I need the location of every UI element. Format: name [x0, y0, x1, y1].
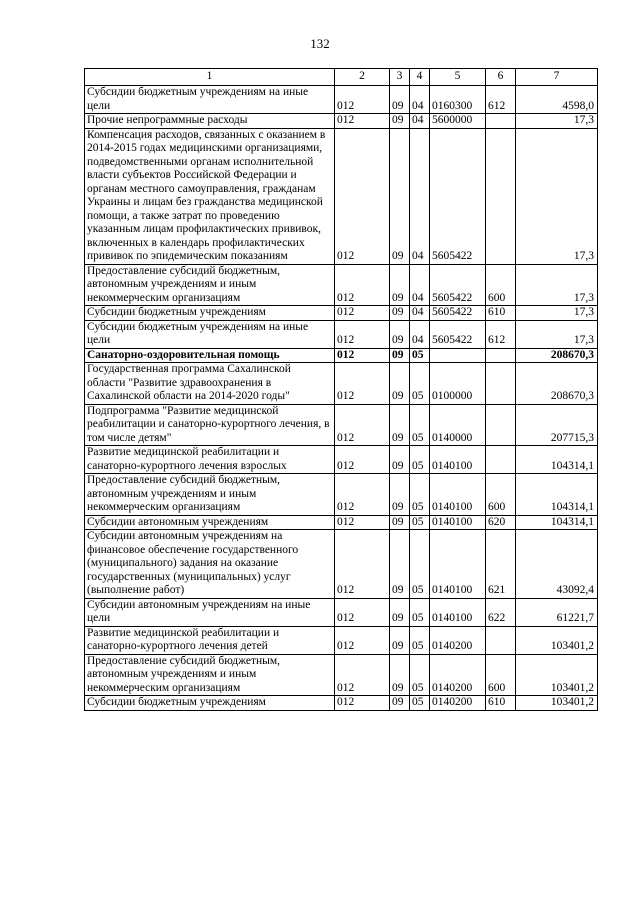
row-amount: 104314,1: [516, 515, 598, 530]
header-cell-7: 7: [516, 69, 598, 86]
table-row: [85, 696, 598, 711]
row-name: Развитие медицинской реабилитации и санаторно-курортного лечения детей: [85, 626, 335, 654]
row-department-code: 012: [335, 404, 390, 446]
row-amount: 207715,3: [516, 404, 598, 446]
header-cell-2: 2: [335, 69, 390, 86]
row-amount: 104314,1: [516, 446, 598, 474]
header-cell-4: 4: [410, 69, 430, 86]
table-row: [85, 306, 598, 321]
row-department-code: 012: [335, 626, 390, 654]
row-target-article: 0140200: [430, 654, 486, 696]
row-amount: 103401,2: [516, 696, 598, 711]
row-department-code: 012: [335, 446, 390, 474]
row-name: Субсидии автономным учреждениям на иные цели: [85, 598, 335, 626]
row-department-code: 012: [335, 696, 390, 711]
row-section: 09: [390, 320, 410, 348]
row-subsection: 04: [410, 86, 430, 114]
row-name: Субсидии бюджетным учреждениям на иные цели: [85, 86, 335, 114]
row-department-code: 012: [335, 363, 390, 405]
row-department-code: 012: [335, 306, 390, 321]
table-row: [85, 404, 598, 446]
row-subsection: 05: [410, 446, 430, 474]
row-department-code: 012: [335, 530, 390, 599]
row-subsection: 05: [410, 626, 430, 654]
row-expense-type: 622: [486, 598, 516, 626]
row-amount: 208670,3: [516, 363, 598, 405]
row-subsection: 04: [410, 114, 430, 129]
row-name: Прочие непрограммные расходы: [85, 114, 335, 129]
row-expense-type: 620: [486, 515, 516, 530]
row-department-code: 012: [335, 348, 390, 363]
header-cell-3: 3: [390, 69, 410, 86]
row-name: Санаторно-оздоровительная помощь: [85, 348, 335, 363]
row-expense-type: 600: [486, 474, 516, 516]
row-department-code: 012: [335, 264, 390, 306]
row-section: 09: [390, 530, 410, 599]
row-name: Субсидии бюджетным учреждениям на иные цели: [85, 320, 335, 348]
row-expense-type: [486, 404, 516, 446]
table-row: [85, 363, 598, 405]
row-subsection: 05: [410, 348, 430, 363]
table-row: [85, 128, 598, 264]
row-amount: 17,3: [516, 306, 598, 321]
row-target-article: 5605422: [430, 320, 486, 348]
row-amount: 208670,3: [516, 348, 598, 363]
row-name: Субсидии автономным учреждениям: [85, 515, 335, 530]
row-department-code: 012: [335, 474, 390, 516]
row-target-article: 0140100: [430, 474, 486, 516]
row-name: Подпрограмма "Развитие медицинской реабилитации и санаторно-курортного лечения, в том числе детям": [85, 404, 335, 446]
row-section: 09: [390, 654, 410, 696]
row-target-article: 0140200: [430, 626, 486, 654]
row-amount: 17,3: [516, 114, 598, 129]
row-subsection: 05: [410, 404, 430, 446]
row-expense-type: 612: [486, 86, 516, 114]
row-section: 09: [390, 446, 410, 474]
row-section: 09: [390, 128, 410, 264]
row-name: Предоставление субсидий бюджетным, автономным учреждениям и иным некоммерческим организациям: [85, 654, 335, 696]
row-target-article: 5600000: [430, 114, 486, 129]
row-amount: 103401,2: [516, 654, 598, 696]
row-expense-type: 600: [486, 264, 516, 306]
header-cell-5: 5: [430, 69, 486, 86]
table-row: [85, 598, 598, 626]
row-name: Субсидии бюджетным учреждениям: [85, 306, 335, 321]
row-target-article: [430, 348, 486, 363]
row-amount: 17,3: [516, 264, 598, 306]
row-name: Компенсация расходов, связанных с оказанием в 2014-2015 годах медицинскими организациями, подведомственными органам исполнительной власти субъектов Российской Федерации и органам местного самоуправления, гражданам Украины и лицам без гражданства медицинской помощи, а также затрат по проведению указанным лицам профилактических прививок, включенных в календарь профилактических прививок по эпидемическим показаниям: [85, 128, 335, 264]
row-expense-type: [486, 626, 516, 654]
table-header-row: [85, 69, 598, 86]
row-subsection: 05: [410, 515, 430, 530]
row-section: 09: [390, 404, 410, 446]
table-row: [85, 114, 598, 129]
row-subsection: 04: [410, 320, 430, 348]
row-target-article: 0140200: [430, 696, 486, 711]
row-subsection: 05: [410, 530, 430, 599]
row-section: 09: [390, 264, 410, 306]
table-row: [85, 264, 598, 306]
table-row: [85, 626, 598, 654]
row-expense-type: [486, 363, 516, 405]
row-department-code: 012: [335, 598, 390, 626]
row-target-article: 0140100: [430, 446, 486, 474]
row-target-article: 5605422: [430, 264, 486, 306]
row-expense-type: 621: [486, 530, 516, 599]
row-amount: 17,3: [516, 128, 598, 264]
row-department-code: 012: [335, 114, 390, 129]
header-cell-1: 1: [85, 69, 335, 86]
row-subsection: 05: [410, 696, 430, 711]
row-target-article: 5605422: [430, 128, 486, 264]
row-subsection: 05: [410, 654, 430, 696]
row-section: 09: [390, 306, 410, 321]
row-amount: 61221,7: [516, 598, 598, 626]
budget-table: [84, 68, 598, 711]
row-amount: 104314,1: [516, 474, 598, 516]
row-subsection: 05: [410, 474, 430, 516]
row-expense-type: 610: [486, 306, 516, 321]
table-row: [85, 348, 598, 363]
row-section: 09: [390, 626, 410, 654]
row-department-code: 012: [335, 654, 390, 696]
row-expense-type: [486, 128, 516, 264]
table-row: [85, 320, 598, 348]
row-name: Субсидии бюджетным учреждениям: [85, 696, 335, 711]
table-row: [85, 446, 598, 474]
row-section: 09: [390, 515, 410, 530]
row-expense-type: 600: [486, 654, 516, 696]
row-subsection: 04: [410, 306, 430, 321]
row-subsection: 04: [410, 128, 430, 264]
table-row: [85, 654, 598, 696]
row-subsection: 05: [410, 363, 430, 405]
row-expense-type: [486, 114, 516, 129]
row-section: 09: [390, 598, 410, 626]
table-row: [85, 86, 598, 114]
row-name: Предоставление субсидий бюджетным, автономным учреждениям и иным некоммерческим организациям: [85, 264, 335, 306]
row-target-article: 5605422: [430, 306, 486, 321]
row-section: 09: [390, 363, 410, 405]
row-amount: 43092,4: [516, 530, 598, 599]
row-target-article: 0140000: [430, 404, 486, 446]
row-amount: 17,3: [516, 320, 598, 348]
row-amount: 103401,2: [516, 626, 598, 654]
row-target-article: 0140100: [430, 598, 486, 626]
row-expense-type: [486, 348, 516, 363]
row-name: Развитие медицинской реабилитации и санаторно-курортного лечения взрослых: [85, 446, 335, 474]
table-row: [85, 515, 598, 530]
row-amount: 4598,0: [516, 86, 598, 114]
row-name: Государственная программа Сахалинской области "Развитие здравоохранения в Сахалинской области на 2014-2020 годы": [85, 363, 335, 405]
row-target-article: 0160300: [430, 86, 486, 114]
row-section: 09: [390, 348, 410, 363]
row-subsection: 05: [410, 598, 430, 626]
page-number: 132: [310, 36, 330, 51]
table-row: [85, 530, 598, 599]
header-cell-6: 6: [486, 69, 516, 86]
row-department-code: 012: [335, 320, 390, 348]
row-department-code: 012: [335, 86, 390, 114]
row-name: Субсидии автономным учреждениям на финансовое обеспечение государственного (муниципального) задания на оказание государственных (муниципальных) услуг (выполнение работ): [85, 530, 335, 599]
row-target-article: 0100000: [430, 363, 486, 405]
row-department-code: 012: [335, 515, 390, 530]
row-section: 09: [390, 474, 410, 516]
row-name: Предоставление субсидий бюджетным, автономным учреждениям и иным некоммерческим организациям: [85, 474, 335, 516]
row-section: 09: [390, 114, 410, 129]
row-target-article: 0140100: [430, 515, 486, 530]
row-expense-type: [486, 446, 516, 474]
row-expense-type: 610: [486, 696, 516, 711]
row-section: 09: [390, 86, 410, 114]
row-department-code: 012: [335, 128, 390, 264]
row-expense-type: 612: [486, 320, 516, 348]
row-target-article: 0140100: [430, 530, 486, 599]
table-row: [85, 474, 598, 516]
row-subsection: 04: [410, 264, 430, 306]
row-section: 09: [390, 696, 410, 711]
